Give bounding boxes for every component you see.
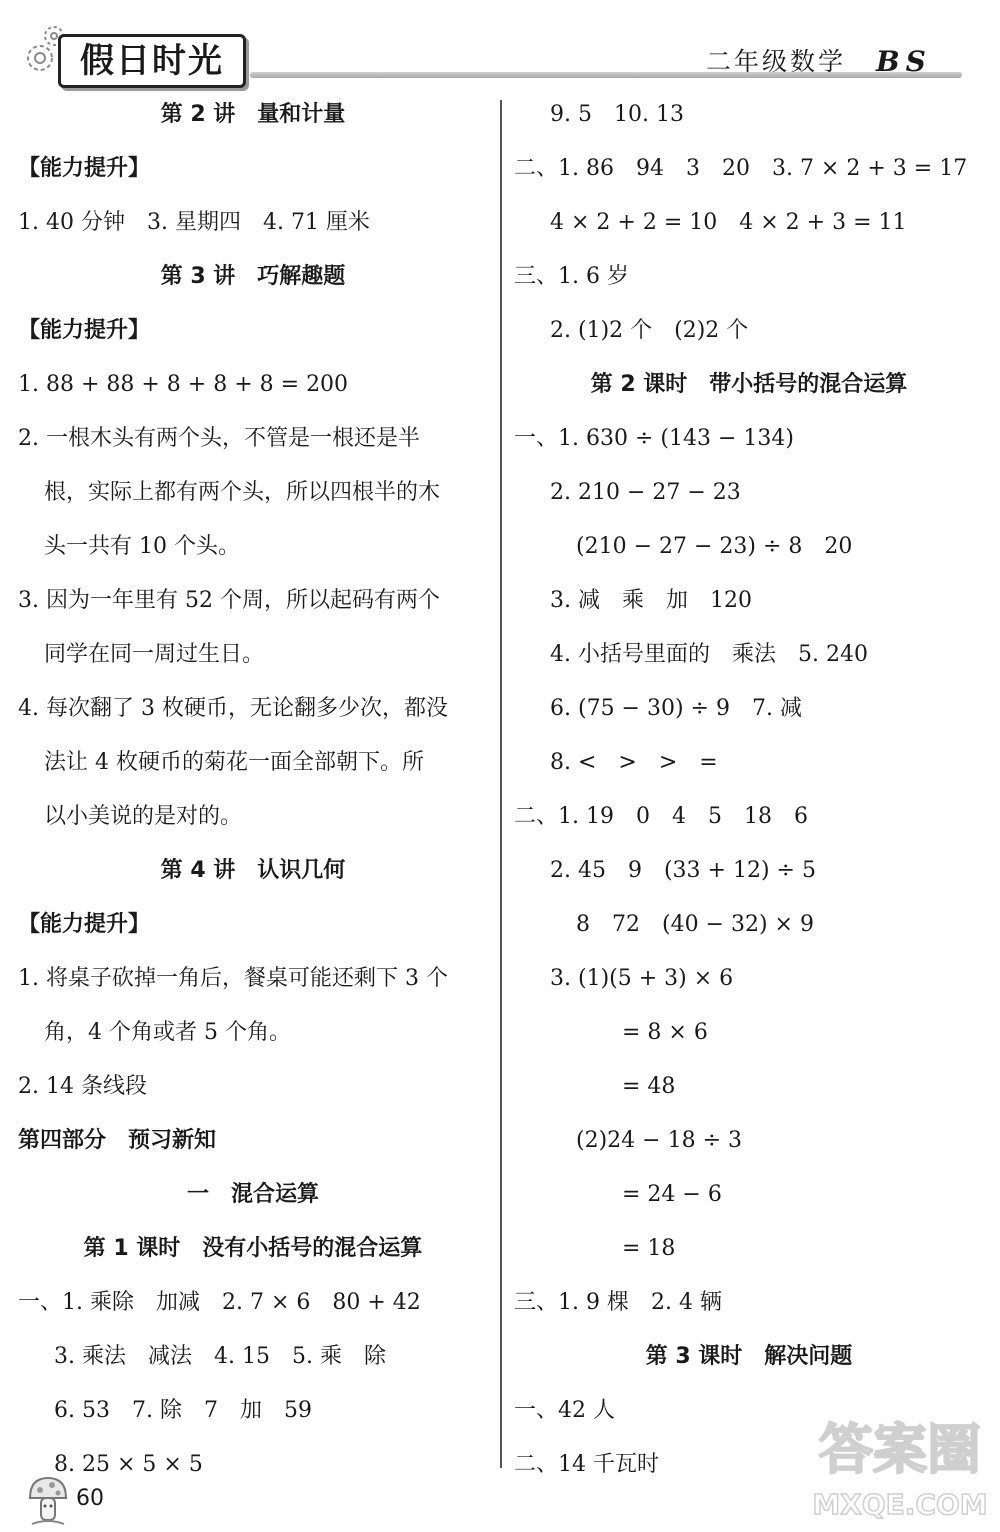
answer-line: 3. (1)(5 + 3) × 6 <box>550 966 734 991</box>
section-heading: 第四部分 预习新知 <box>18 1128 217 1153</box>
answer-line: = 24 − 6 <box>622 1182 722 1207</box>
header-rule <box>250 72 962 78</box>
answer-line: 2. 210 − 27 − 23 <box>550 480 741 505</box>
answer-line: 二、1. 19 0 4 5 18 6 <box>514 804 808 829</box>
answer-line: 4 × 2 + 2 = 10 4 × 2 + 3 = 11 <box>550 210 907 235</box>
answer-line: 一、42 人 <box>514 1398 615 1423</box>
answer-line: 2. 一根木头有两个头，不管是一根还是半 <box>18 426 420 451</box>
answer-line: 3. 乘法 减法 4. 15 5. 乘 除 <box>54 1344 386 1369</box>
section-heading: 一 混合运算 <box>186 1182 319 1207</box>
answer-line: 三、1. 6 岁 <box>514 264 629 289</box>
answer-line: 头一共有 10 个头。 <box>44 534 240 559</box>
answer-line: 二、14 千瓦时 <box>514 1452 659 1477</box>
answer-line: 一、1. 630 ÷ (143 − 134) <box>514 426 794 451</box>
mushroom-icon <box>26 1472 70 1528</box>
answer-line: (210 − 27 − 23) ÷ 8 20 <box>576 534 853 559</box>
section-heading: 第 3 课时 解决问题 <box>645 1344 853 1369</box>
answer-line: 9. 5 10. 13 <box>550 102 684 127</box>
section-heading: 【能力提升】 <box>18 912 151 937</box>
answer-line: 8 72 (40 − 32) × 9 <box>576 912 814 937</box>
answer-line: 3. 减 乘 加 120 <box>550 588 752 613</box>
answer-line: 4. 每次翻了 3 枚硬币，无论翻多少次，都没 <box>18 696 448 721</box>
answer-line: 根，实际上都有两个头，所以四根半的木 <box>44 480 441 505</box>
subject-label: 二年级数学 <box>706 47 847 76</box>
answer-line: 1. 将桌子砍掉一角后，餐桌可能还剩下 3 个 <box>18 966 448 991</box>
answer-line: 1. 88 + 88 + 8 + 8 + 8 = 200 <box>18 372 349 397</box>
answer-line: 一、1. 乘除 加减 2. 7 × 6 80 + 42 <box>18 1290 421 1315</box>
answer-line: = 48 <box>622 1074 676 1099</box>
answer-line: 二、1. 86 94 3 20 3. 7 × 2 + 3 = 17 <box>514 156 968 181</box>
section-heading: 第 4 讲 认识几何 <box>160 858 346 883</box>
section-heading: 第 3 讲 巧解趣题 <box>160 264 346 289</box>
answer-line: (2)24 − 18 ÷ 3 <box>576 1128 742 1153</box>
watermark-text: 答案圈 <box>819 1418 981 1481</box>
watermark-logo <box>800 1406 1000 1532</box>
answer-line: 同学在同一周过生日。 <box>44 642 265 667</box>
page-header <box>0 0 1000 96</box>
answer-line: 8. 25 × 5 × 5 <box>54 1452 203 1477</box>
answer-line: 1. 40 分钟 3. 星期四 4. 71 厘米 <box>18 210 370 235</box>
section-heading: 第 2 课时 带小括号的混合运算 <box>590 372 908 397</box>
watermark-url: MXQE.COM <box>812 1488 988 1521</box>
edition-label: BS <box>876 45 932 78</box>
answer-line: = 8 × 6 <box>622 1020 708 1045</box>
answer-line: 2. (1)2 个 (2)2 个 <box>550 318 749 343</box>
left-column <box>18 88 488 1492</box>
section-heading: 【能力提升】 <box>18 318 151 343</box>
answer-line: 2. 14 条线段 <box>18 1074 147 1099</box>
section-heading: 第 2 讲 量和计量 <box>160 102 346 127</box>
answer-line: 2. 45 9 (33 + 12) ÷ 5 <box>550 858 816 883</box>
column-divider <box>500 100 502 1468</box>
answer-line: 6. 53 7. 除 7 加 59 <box>54 1398 312 1423</box>
book-title: 假日时光 <box>58 34 246 88</box>
answer-line: 法让 4 枚硬币的菊花一面全部朝下。所 <box>44 750 424 775</box>
right-column <box>514 88 984 1492</box>
section-heading: 第 1 课时 没有小括号的混合运算 <box>83 1236 423 1261</box>
section-heading: 【能力提升】 <box>18 156 151 181</box>
answer-line: 以小美说的是对的。 <box>44 804 243 829</box>
answer-line: 3. 因为一年里有 52 个周，所以起码有两个 <box>18 588 440 613</box>
answer-line: 6. (75 − 30) ÷ 9 7. 减 <box>550 696 802 721</box>
answer-line: 三、1. 9 棵 2. 4 辆 <box>514 1290 722 1315</box>
answer-line: 角，4 个角或者 5 个角。 <box>44 1020 291 1045</box>
answer-line: = 18 <box>622 1236 676 1261</box>
page-number: 60 <box>76 1486 104 1511</box>
answer-line: 4. 小括号里面的 乘法 5. 240 <box>550 642 868 667</box>
answer-line: 8. < > > = <box>550 750 718 775</box>
